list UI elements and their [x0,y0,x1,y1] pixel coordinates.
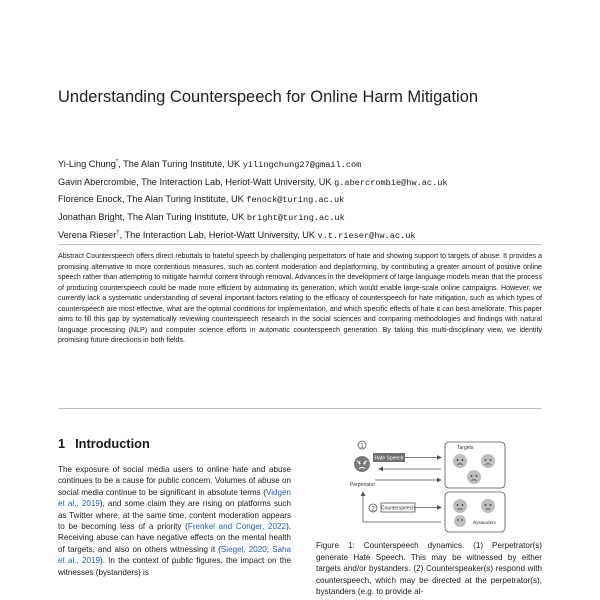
bystander-face-icon [481,499,495,513]
svg-text:1: 1 [360,443,364,450]
citation-link[interactable]: Frenkel and Conger, 2022 [187,522,287,532]
abstract-top-rule [58,244,542,245]
perpetrator-icon [354,456,370,472]
bystanders-label: Bystanders [473,520,496,525]
bystander-face-icon [454,515,466,527]
targets-label: Targets [457,445,474,451]
svg-text:2: 2 [371,506,375,513]
section-heading: 1 Introduction [58,436,150,451]
author-line: Yi-Ling Chung*, The Alan Turing Institute, UK yilingchung27@gmail.com [58,159,362,171]
bystander-face-icon [453,499,467,513]
hate-speech-label: Hate Speech [374,455,404,462]
citation-link[interactable]: Saha et al., 2019 [58,544,291,566]
counterspeech-label: Counterspeech [381,505,415,512]
intro-paragraph: The exposure of social media users to online hate and abuse continues to be a cause for public concern. Volumes of abuse on social media continue to be significant in absolute terms (Vidgen et al., 2019), and some claim they are rising on platforms such as Twitter where, at the same time, content moderation appears to be becoming less of a priority (Frenkel and Conger, 2022). Receiving abuse can have negative effects on the mental health of targets, and also on others witnessing it (Siegel, 2020; Saha et al., 2019). In the context of public figures, the impact on the witnesses (bystanders) is [58,465,292,577]
citation-link[interactable]: Vidgen et al., 2019 [58,487,291,509]
author-line: Gavin Abercrombie, The Interaction Lab, Heriot-Watt University, UK g.abercrombie@hw.ac.uk [58,176,448,188]
author-list [58,155,448,243]
abstract-bottom-rule [58,408,542,409]
author-line: Verena Rieser†, The Interaction Lab, Heriot-Watt University, UK v.t.rieser@hw.ac.uk [58,229,416,241]
counterspeech-diagram [345,436,527,536]
author-line: Jonathan Bright, The Alan Turing Institute, UK bright@turing.ac.uk [58,212,345,224]
target-face-icon [453,454,467,468]
figure-1 [345,436,527,536]
author-line: Florence Enock, The Alan Turing Institute, UK fenock@turing.ac.uk [58,194,345,206]
target-face-icon [467,470,481,484]
figure-caption: Figure 1: Counterspeech dynamics. (1) Perpetrator(s) generate Hate Speech. This may be witnessed by either targets and/or bystanders. (2) Counterspeaker(s) respond with counterspeech, which may be directed at the perpetrator(s), bystanders (e.g. to provide al- [316,541,542,597]
perpetrator-label: Perpetrator [350,482,376,488]
paper-title: Understanding Counterspeech for Online Harm Mitigation [58,88,479,106]
abstract-text: Counterspeech offers direct rebuttals to hateful speech by challenging perpetrators of hate and showing support to targets of abuse. It provides a promising alternative to more contentious measures, such as content moderation and deplatforming, by contributing a greater amount of positive online speech rather than attempting to mitigate harmful content through removal. Advances in the development of large language models mean that the process of producing counterspeech could be made more efficient by automating its generation, which would enable large-scale online campaigns. However, we currently lack a systematic understanding of several important factors relating to the efficacy of counterspeech for hate mitigation, such as which types of counterspeech are most effective, what are the optimal conditions for implementation, and which specific effects of hate it can best ameliorate. This paper aims to fill this gap by systematically reviewing counterspeech research in the social sciences and comparing methodologies and findings with natural language processing (NLP) and computer science efforts in automatic counterspeech generation. By taking this multi-disciplinary view, we identify promising future directions in both fields. [58,252,542,344]
abstract [58,251,542,346]
bystanders-group [445,492,505,532]
target-face-icon [481,454,495,468]
citation-link[interactable]: Siegel, 2020 [220,544,267,554]
abstract-label: Abstract [58,252,85,260]
